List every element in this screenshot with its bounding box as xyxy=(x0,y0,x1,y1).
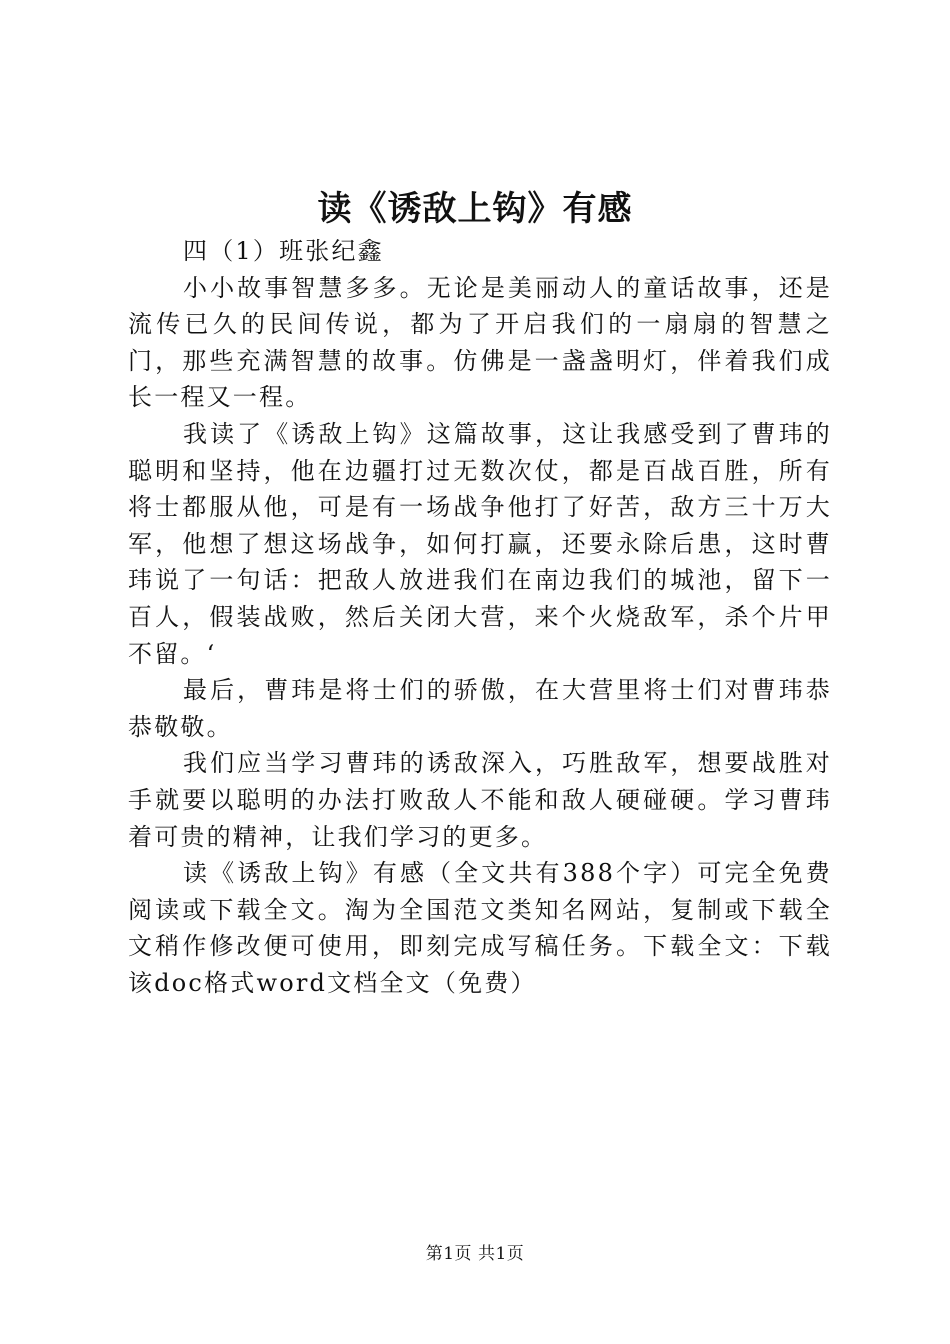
paragraph-4: 我们应当学习曹玮的诱敌深入，巧胜敌军，想要战胜对手就要以聪明的办法打败敌人不能和敌人硬碰硬。学习曹玮着可贵的精神，让我们学习的更多。 xyxy=(128,749,832,851)
paragraph-1: 小小故事智慧多多。无论是美丽动人的童话故事，还是流传已久的民间传说，都为了开启我们的一扇扇的智慧之门，那些充满智慧的故事。仿佛是一盏盏明灯，伴着我们成长一程又一程。 xyxy=(128,273,832,412)
paragraph-5: 读《诱敌上钩》有感（全文共有388个字）可完全免费阅读或下载全文。淘为全国范文类知名网站，复制或下载全文稍作修改便可使用，即刻完成写稿任务。下载全文：下载该doc格式word文档全文（免费） xyxy=(128,859,832,997)
page-footer: 第1页 共1页 xyxy=(425,1244,525,1264)
author-line: 四（1）班张纪鑫 xyxy=(183,237,384,265)
paragraph-3: 最后，曹玮是将士们的骄傲，在大营里将士们对曹玮恭恭敬敬。 xyxy=(128,676,832,741)
document-title: 读《诱敌上钩》有感 xyxy=(317,189,633,229)
paragraph-2: 我读了《诱敌上钩》这篇故事，这让我感受到了曹玮的聪明和坚持，他在边疆打过无数次仗，都是百战百胜，所有将士都服从他，可是有一场战争他打了好苦，敌方三十万大军，他想了想这场战争，如何打赢，还要永除后患，这时曹玮说了一句话：把敌人放进我们在南边我们的城池，留下一百人，假装战败，然后关闭大营，来个火烧敌军，杀个片甲不留。‘ xyxy=(128,419,832,668)
document-body xyxy=(128,233,832,1001)
